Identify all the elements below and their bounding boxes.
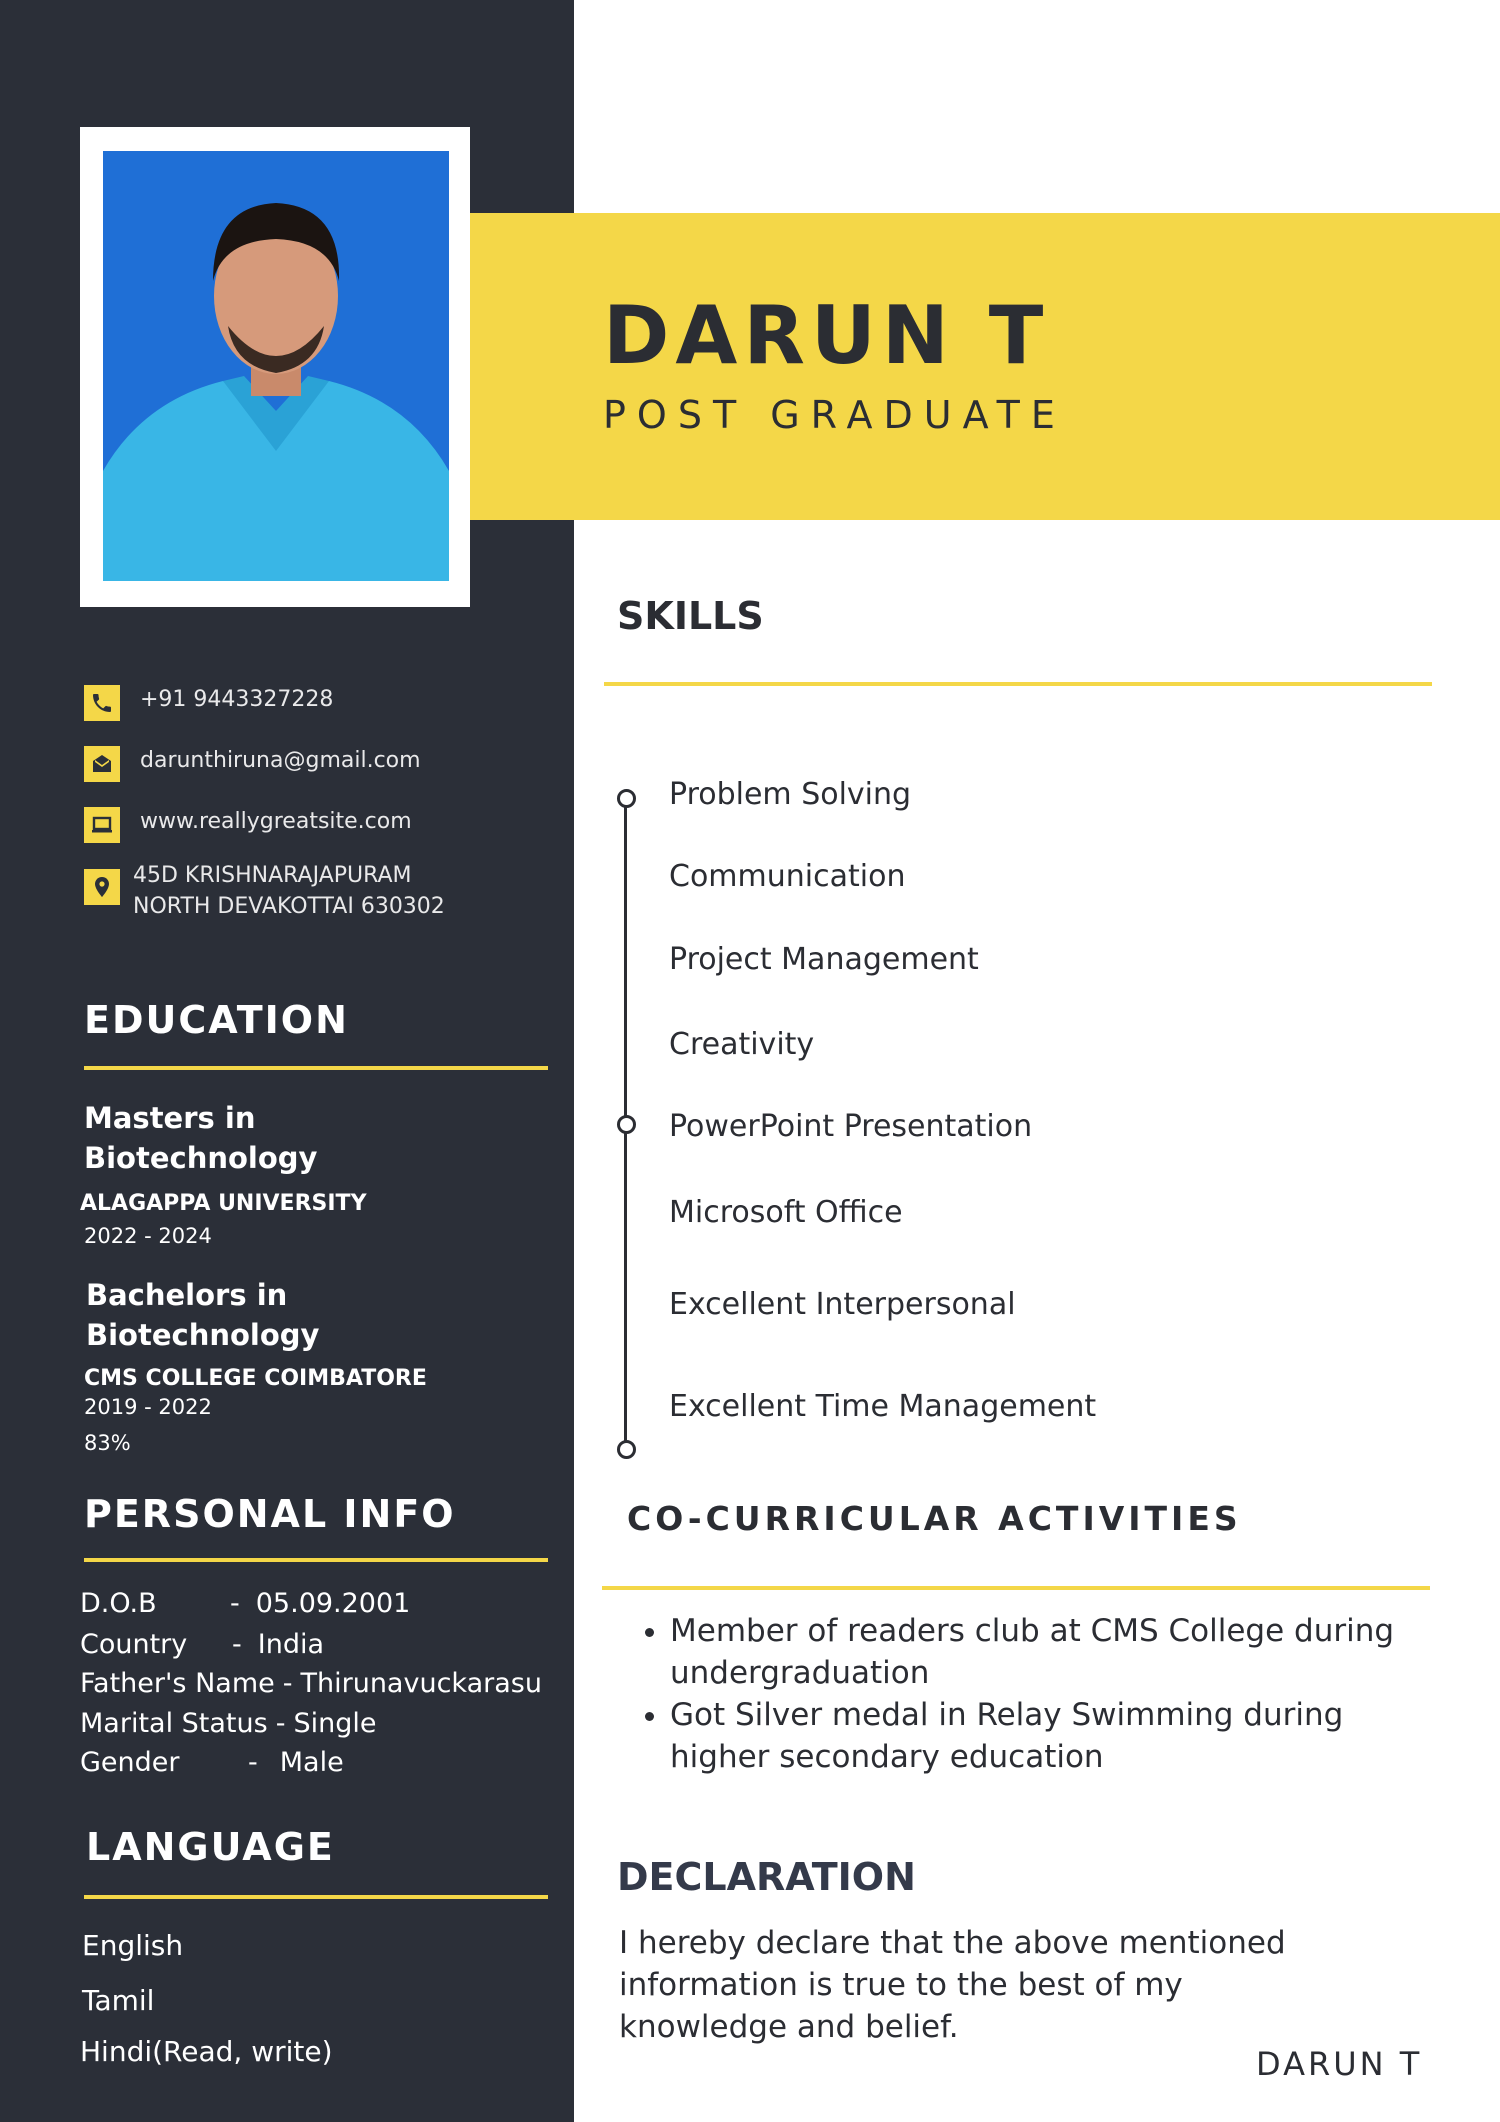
personal-info-divider — [84, 1558, 548, 1562]
country-separator: - — [232, 1629, 242, 1660]
skill-item: PowerPoint Presentation — [669, 1109, 1033, 1144]
country-label: Country — [80, 1629, 188, 1660]
gender-separator: - — [248, 1747, 258, 1778]
education-years-1: 2022 - 2024 — [84, 1224, 212, 1248]
personal-info-heading: PERSONAL INFO — [84, 1492, 456, 1536]
address-line-2: NORTH DEVAKOTTAI 630302 — [133, 894, 445, 919]
person-title: POST GRADUATE — [603, 393, 1066, 437]
dob-value: 05.09.2001 — [255, 1588, 411, 1619]
skill-item: Excellent Interpersonal — [669, 1287, 1016, 1322]
profile-photo — [103, 151, 449, 581]
country-value: India — [257, 1629, 325, 1660]
father-label: Father's Name — [80, 1668, 275, 1699]
language-divider — [84, 1895, 548, 1899]
marital-label: Marital Status — [80, 1708, 268, 1739]
skill-item: Communication — [669, 859, 906, 894]
activities-heading: CO-CURRICULAR ACTIVITIES — [627, 1499, 1242, 1538]
language-item: Hindi(Read, write) — [80, 2035, 333, 2068]
address-text — [133, 860, 445, 922]
skill-item: Microsoft Office — [669, 1195, 903, 1230]
address-line-1: 45D KRISHNARAJAPURAM — [133, 863, 412, 888]
degree-1-line-1: Masters in — [84, 1101, 256, 1135]
profile-photo-frame — [80, 127, 470, 607]
contact-website — [84, 807, 412, 843]
signature: DARUN T — [1256, 2045, 1423, 2083]
website-url: www.reallygreatsite.com — [140, 809, 412, 834]
contact-address — [84, 863, 445, 922]
declaration-heading: DECLARATION — [617, 1855, 916, 1899]
timeline-dot — [617, 1440, 636, 1459]
timeline-dot — [617, 1115, 636, 1134]
language-item: Tamil — [82, 1984, 155, 2017]
email-address: darunthiruna@gmail.com — [140, 748, 421, 773]
person-name: DARUN T — [603, 289, 1050, 382]
skill-item: Problem Solving — [669, 777, 912, 812]
activities-list — [636, 1610, 1450, 1778]
skills-divider — [604, 682, 1432, 686]
marital-separator: - — [275, 1708, 286, 1739]
degree-2-line-2: Biotechnology — [86, 1318, 320, 1352]
personal-info-marital — [80, 1710, 376, 1737]
activities-divider — [602, 1586, 1430, 1590]
education-degree-2 — [86, 1275, 319, 1355]
activity-item: • Got Silver medal in Relay Swimming during higher secondary education — [670, 1694, 1450, 1778]
skill-item: Creativity — [669, 1027, 815, 1062]
skill-item: Project Management — [669, 942, 979, 977]
personal-info-father — [80, 1670, 542, 1697]
envelope-icon — [84, 746, 120, 782]
declaration-text: I hereby declare that the above mentioned information is true to the best of my knowledge and belief. — [619, 1925, 1286, 2045]
education-years-2: 2019 - 2022 — [84, 1395, 212, 1419]
language-item: English — [82, 1929, 184, 1962]
gender-label: Gender — [80, 1747, 180, 1778]
father-separator: - — [282, 1668, 293, 1699]
education-institution-2: CMS COLLEGE COIMBATORE — [84, 1366, 427, 1391]
personal-info-gender — [80, 1749, 344, 1776]
contact-phone — [84, 685, 333, 721]
degree-1-line-2: Biotechnology — [84, 1141, 318, 1175]
marital-value: Single — [293, 1708, 377, 1739]
education-divider — [84, 1066, 548, 1070]
father-value: Thirunavuckarasu — [300, 1668, 542, 1699]
education-institution-1: ALAGAPPA UNIVERSITY — [80, 1191, 367, 1216]
phone-icon — [84, 685, 120, 721]
education-score-2: 83% — [84, 1431, 131, 1455]
language-heading: LANGUAGE — [86, 1825, 335, 1869]
location-pin-icon — [84, 869, 120, 905]
laptop-icon — [84, 807, 120, 843]
personal-info-country — [80, 1631, 324, 1658]
skills-heading: SKILLS — [617, 594, 764, 638]
timeline-dot — [617, 789, 636, 808]
activity-item: • Member of readers club at CMS College during undergraduation — [670, 1610, 1450, 1694]
dob-separator: - — [230, 1588, 240, 1619]
phone-number: +91 9443327228 — [140, 687, 334, 712]
gender-value: Male — [279, 1747, 344, 1778]
degree-2-line-1: Bachelors in — [86, 1278, 288, 1312]
education-heading: EDUCATION — [84, 998, 349, 1042]
contact-email — [84, 746, 421, 782]
education-degree-1 — [84, 1098, 317, 1178]
dob-label: D.O.B — [80, 1588, 157, 1619]
personal-info-dob — [80, 1590, 410, 1617]
skill-item: Excellent Time Management — [669, 1389, 1097, 1424]
